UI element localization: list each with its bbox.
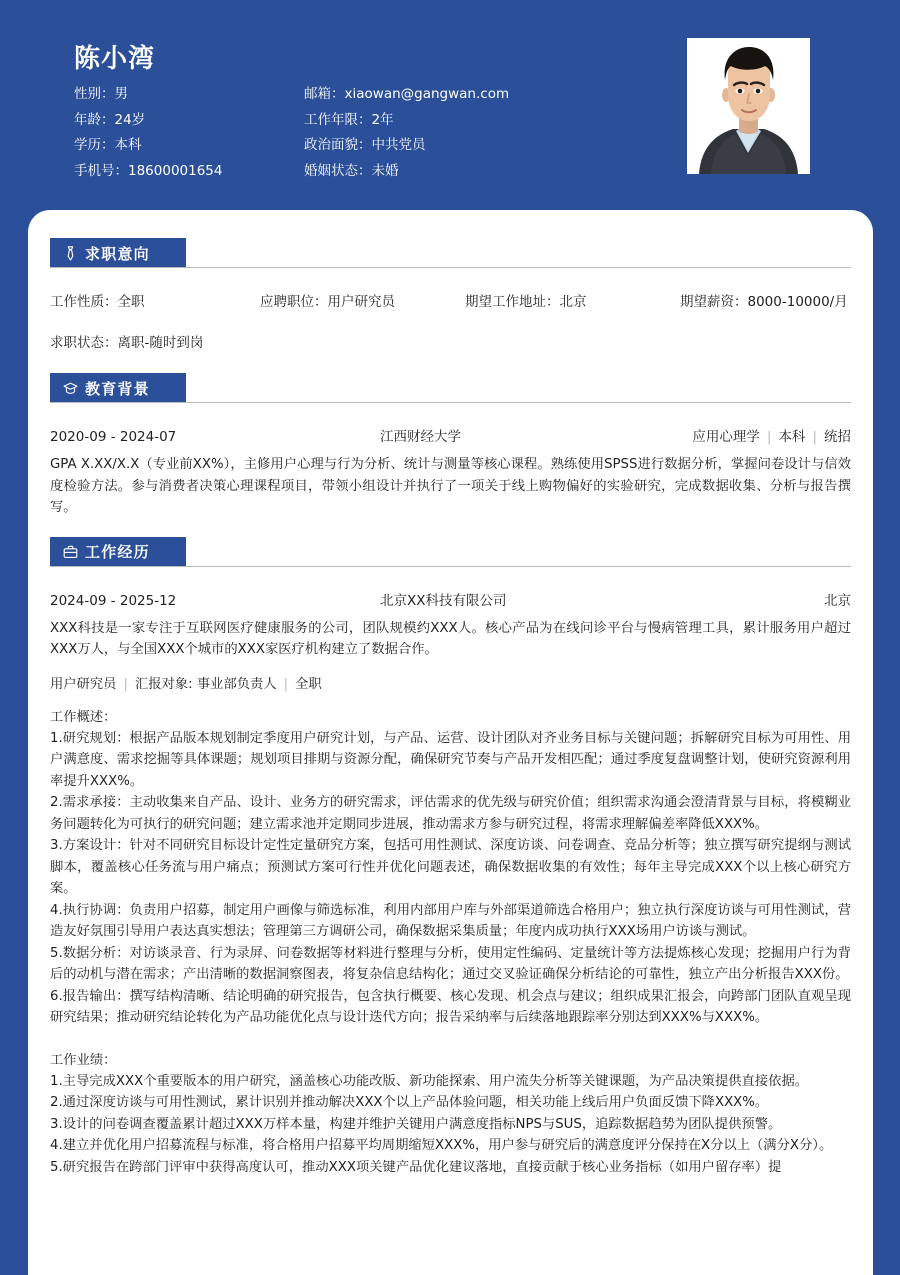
section-header-education	[50, 373, 851, 403]
header-field-phone	[74, 159, 304, 185]
work-overview-item: 3.方案设计：针对不同研究目标设计定性定量研究方案，包括可用性测试、深度访谈、问卷调查、竞品分析等；独立撰写研究提纲与测试脚本，覆盖核心任务流与用户痛点；预测试方案可行性并优化问题表述，确保数据收集的有效性；每年主导完成XXX个以上核心研究方案。	[50, 838, 851, 896]
graduation-cap-icon	[62, 380, 78, 396]
divider: |	[812, 429, 817, 445]
work-overview-list	[50, 728, 851, 1029]
header-field-education	[74, 133, 304, 159]
work-achievement-item: 4.建立并优化用户招募流程与标准，将合格用户招募平均周期缩短XXX%，用户参与研究后的满意度评分保持在X分以上（满分X分）。	[50, 1138, 833, 1153]
work-overview-item: 6.报告输出：撰写结构清晰、结论明确的研究报告，包含执行概要、核心发现、机会点与建议；组织成果汇报会，向跨部门团队直观呈现研究结果；推动研究结论转化为产品功能优化点与设计迭代方向；报告采纳率与后续落地跟踪率分别达到XXX%与XXX%。	[50, 988, 851, 1025]
job-intent-status	[50, 310, 851, 373]
work-meta	[50, 661, 851, 692]
divider: |	[283, 676, 289, 692]
section-rule	[50, 267, 851, 268]
education-date: 2020-09 - 2024-07	[50, 429, 177, 445]
header-fields-right-column	[304, 82, 634, 184]
section-title-job-intent: 求职意向	[85, 244, 150, 263]
work-company: 北京XX科技有限公司	[380, 592, 507, 609]
work-company-intro: XXX科技是一家专注于互联网医疗健康服务的公司，团队规模约XXX人。核心产品为在线问诊平台与慢病管理工具，累计服务用户超过XXX万人，与全国XXX个城市的XXX家医疗机构建立了数据合作。	[50, 620, 851, 657]
work-overview-item: 2.需求承接：主动收集来自产品、设计、业务方的研究需求，评估需求的优先级与研究价值；组织需求沟通会澄清背景与目标，将模糊业务问题转化为可执行的研究问题；建立需求池并定期同步进展，推动需求方参与研究过程，将需求理解偏差率降低XXX%。	[50, 795, 851, 832]
header-field-email-label: 邮箱：	[304, 86, 345, 102]
header-field-marital-status-label: 婚姻状态：	[304, 162, 372, 179]
header-field-political-status-value: 中共党员	[371, 137, 426, 153]
header-field-gender	[74, 82, 304, 108]
education-tags	[692, 425, 851, 445]
header-field-gender-label: 性别：	[74, 86, 115, 102]
work-meta-report-to: 汇报对象: 事业部负责人	[134, 676, 277, 692]
section-job-intent	[28, 210, 873, 373]
page-title: 陈小湾	[74, 44, 156, 74]
job-intent-status-label: 求职状态：	[50, 335, 118, 351]
section-header-job-intent	[50, 238, 851, 268]
section-work-experience	[28, 537, 873, 1179]
header-field-experience-years-label: 工作年限：	[304, 111, 372, 128]
divider: |	[123, 676, 128, 692]
job-intent-nature-value: 全职	[117, 294, 145, 310]
header-fields-left-column	[74, 82, 304, 184]
header-field-political-status	[304, 133, 634, 159]
header-field-age-label: 年龄：	[74, 111, 115, 128]
section-rule	[50, 566, 851, 567]
work-overview-title: 工作概述：	[50, 709, 117, 725]
job-intent-status-value: 离职-随时到岗	[117, 335, 204, 351]
work-achievement-title: 工作业绩：	[50, 1052, 117, 1068]
header-field-experience-years	[304, 108, 634, 134]
work-location: 北京	[824, 592, 851, 609]
resume-card	[28, 210, 873, 1275]
education-school: 江西财经大学	[380, 429, 461, 445]
section-body-education	[28, 403, 873, 537]
education-tag-major: 应用心理学	[692, 429, 760, 445]
section-body-job-intent	[28, 268, 873, 373]
section-title-tab-job-intent	[50, 238, 186, 268]
divider: |	[766, 429, 772, 445]
education-entry-header	[50, 403, 851, 445]
section-title-work-experience: 工作经历	[85, 543, 150, 561]
section-body-work-experience	[28, 567, 873, 1179]
header-field-email-value: xiaowan@gangwan.com	[344, 86, 510, 102]
header-field-experience-years-value: 2年	[371, 111, 394, 128]
job-intent-nature	[50, 290, 260, 310]
education-description: GPA X.XX/X.X（专业前XX%），主修用户心理与行为分析、统计与测量等核心课程。熟练使用SPSS进行数据分析，掌握问卷设计与信效度检验方法。参与消费者决策心理课程项目，带领小组设计并执行了一项关于线上购物偏好的实验研究，完成数据收集、分析与报告撰写。	[50, 457, 851, 515]
job-intent-salary-label: 期望薪资：	[680, 294, 748, 310]
briefcase-icon	[62, 544, 78, 560]
tie-icon	[62, 245, 78, 261]
section-rule	[50, 402, 851, 403]
header-field-phone-value: 18600001654	[128, 162, 223, 179]
work-overview-item: 4.执行协调：负责用户招募，制定用户画像与筛选标准，利用内部用户库与外部渠道筛选合格用户；独立执行深度访谈与可用性测试，营造友好氛围引导用户表达真实想法；管理第三方调研公司，确保数据采集质量；年度内成功执行XXX场用户访谈与测试。	[50, 902, 851, 939]
job-intent-location-value: 北京	[559, 294, 587, 310]
work-date: 2024-09 - 2025-12	[50, 592, 177, 609]
job-intent-row	[50, 268, 851, 310]
header-field-age	[74, 108, 304, 134]
job-intent-salary-value: 8000-10000/月	[747, 294, 848, 310]
header-field-gender-value: 男	[114, 86, 128, 102]
avatar	[687, 38, 810, 174]
header-field-age-value: 24岁	[114, 111, 146, 128]
work-achievement-item: 1.主导完成XXX个重要版本的用户研究，涵盖核心功能改版、新功能探索、用户流失分析等关键课题，为产品决策提供直接依据。	[50, 1073, 809, 1089]
work-achievement-list	[50, 1071, 851, 1179]
work-overview-item: 5.数据分析：对访谈录音、行为录屏、问卷数据等材料进行整理与分析，使用定性编码、定量统计等方法提炼核心发现；挖掘用户行为背后的动机与潜在需求；产出清晰的数据洞察图表，将复杂信息结构化；通过交叉验证确保分析结论的可靠性，独立产出分析报告XXX份。	[50, 945, 851, 982]
work-meta-type: 全职	[295, 676, 322, 692]
education-tag-degree: 本科	[778, 429, 806, 445]
work-achievement-item: 3.设计的问卷调查覆盖累计超过XXX万样本量，构建并维护关键用户满意度指标NPS与SUS，追踪数据趋势为团队提供预警。	[50, 1116, 782, 1132]
header-fields	[74, 82, 634, 184]
section-education	[28, 373, 873, 537]
section-title-tab-work-experience	[50, 537, 186, 567]
header-field-marital-status	[304, 159, 634, 185]
job-intent-position	[260, 290, 465, 310]
header-field-political-status-label: 政治面貌：	[304, 137, 372, 153]
job-intent-location-label: 期望工作地址：	[465, 294, 560, 310]
work-meta-role: 用户研究员	[50, 676, 117, 692]
section-title-tab-education	[50, 373, 186, 403]
work-overview-item: 1.研究规划：根据产品版本规划制定季度用户研究计划，与产品、运营、设计团队对齐业务目标与关键问题；拆解研究目标为可用性、用户满意度、需求挖掘等具体课题；规划项目排期与资源分配，确保研究节奏与产品开发相匹配；通过季度复盘调整计划，使研究资源利用率提升XXX%。	[50, 730, 851, 789]
job-intent-position-label: 应聘职位：	[260, 294, 328, 310]
job-intent-salary	[680, 290, 848, 310]
section-title-education: 教育背景	[85, 379, 150, 398]
job-intent-nature-label: 工作性质：	[50, 294, 118, 310]
header-field-education-value: 本科	[114, 137, 142, 153]
section-header-work-experience	[50, 537, 851, 567]
education-tag-admission: 统招	[824, 429, 851, 445]
portrait-photo-icon	[687, 38, 810, 174]
header-field-marital-status-value: 未婚	[371, 162, 399, 179]
work-achievement-item: 2.通过深度访谈与可用性测试，累计识别并推动解决XXX个以上产品体验问题，相关功能上线后用户负面反馈下降XXX%。	[50, 1095, 769, 1110]
header-field-phone-label: 手机号：	[74, 162, 128, 179]
job-intent-position-value: 用户研究员	[327, 294, 395, 310]
work-achievement-item: 5.研究报告在跨部门评审中获得高度认可，推动XXX项关键产品优化建议落地，直接贡献于核心业务指标（如用户留存率）提	[50, 1159, 782, 1175]
resume-header	[0, 0, 900, 210]
header-field-email	[304, 82, 634, 108]
job-intent-location	[465, 290, 680, 310]
work-entry-header	[50, 567, 851, 609]
header-field-education-label: 学历：	[74, 137, 115, 153]
